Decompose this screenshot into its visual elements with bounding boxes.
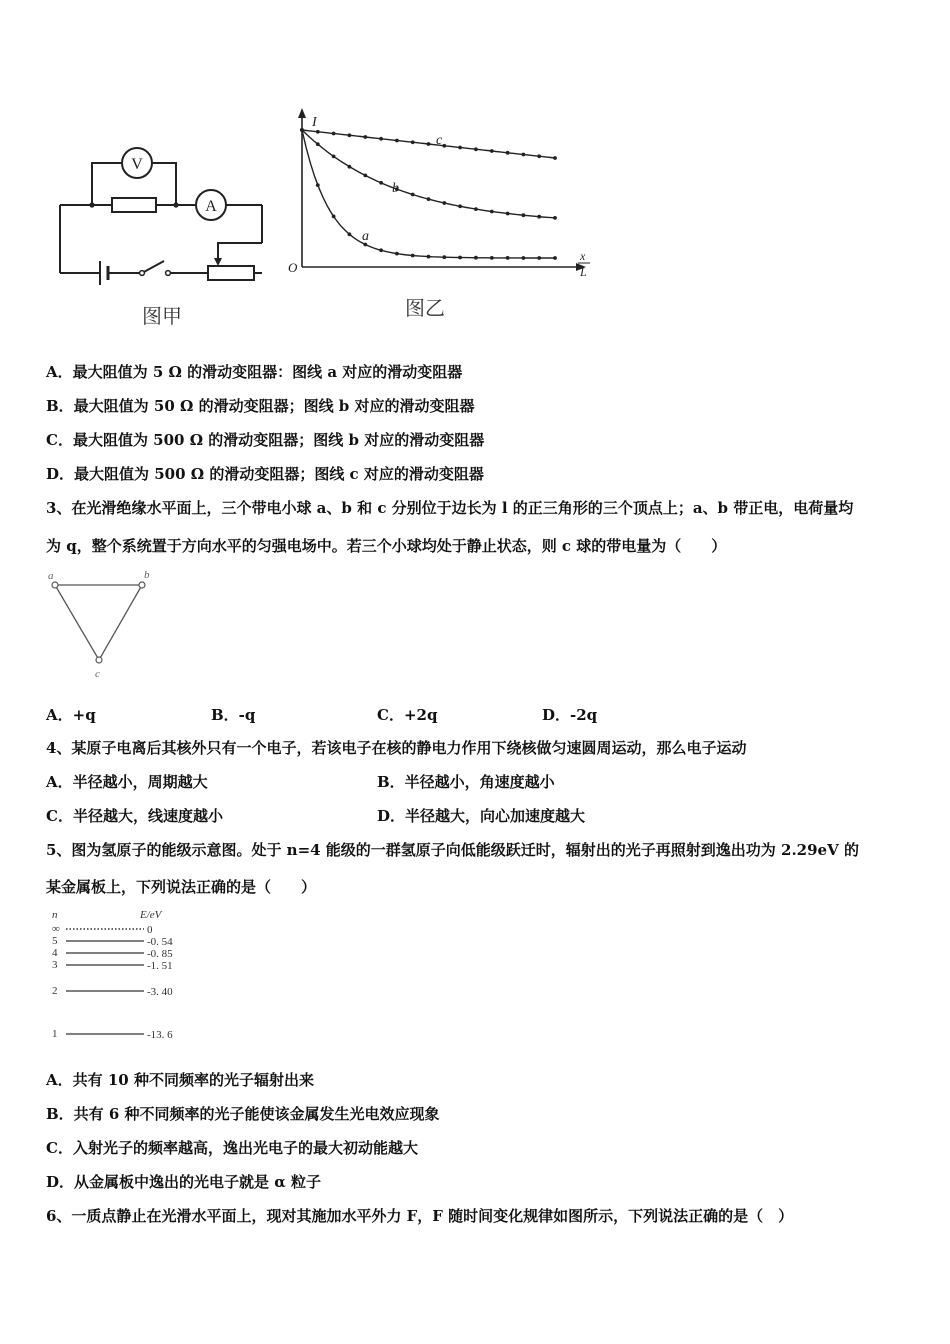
q4-option-a[interactable]: A．半径越小，周期越大 bbox=[46, 773, 208, 791]
fig-jia-caption: 图甲 bbox=[142, 304, 182, 328]
level-3-energy: -1. 51 bbox=[147, 960, 173, 972]
curve-a-label: a bbox=[362, 229, 369, 244]
triangle-diagram bbox=[40, 565, 170, 685]
curve-b-point bbox=[490, 210, 494, 214]
curve-c-point bbox=[348, 133, 352, 137]
q5-option-b[interactable]: B．共有 6 种不同频率的光子能使该金属发生光电效应现象 bbox=[46, 1105, 440, 1123]
curve-c-point bbox=[411, 140, 415, 144]
level-3-n: 3 bbox=[52, 959, 58, 971]
curve-a-point bbox=[300, 128, 304, 132]
curve-c-point bbox=[553, 156, 557, 160]
q4-option-d[interactable]: D．半径越大，向心加速度越大 bbox=[377, 807, 586, 825]
fig-yi-caption: 图乙 bbox=[405, 296, 445, 320]
energy-level-diagram bbox=[44, 905, 214, 1045]
q4-option-c[interactable]: C．半径越大，线速度越小 bbox=[46, 807, 223, 825]
x-axis-label-numerator: x bbox=[580, 249, 586, 263]
current-position-graph bbox=[280, 100, 610, 290]
curve-b-point bbox=[458, 204, 462, 208]
curve-c-point bbox=[490, 149, 494, 153]
curve-b-point bbox=[537, 215, 541, 219]
curve-c-point bbox=[537, 154, 541, 158]
curve-c-point bbox=[458, 146, 462, 150]
curve-a-point bbox=[332, 215, 336, 219]
curve-b-point bbox=[522, 213, 526, 217]
level-5-energy: -0. 54 bbox=[147, 936, 173, 948]
curve-c-point bbox=[474, 147, 478, 151]
curve-a-point bbox=[506, 256, 510, 260]
curve-b-label: b bbox=[392, 181, 399, 196]
level-1-n: 1 bbox=[52, 1028, 58, 1040]
q2-option-b[interactable]: B．最大阻值为 50 Ω 的滑动变阻器；图线 b 对应的滑动变阻器 bbox=[46, 397, 475, 415]
voltmeter-label: V bbox=[131, 156, 143, 173]
q6-stem: 6、一质点静止在光滑水平面上，现对其施加水平外力 F，F 随时间变化规律如图所示，下列说法正确的是（ ） bbox=[46, 1207, 794, 1225]
curve-c-point bbox=[442, 144, 446, 148]
q5-stem-line1: 5、图为氢原子的能级示意图。处于 n=4 能级的一群氢原子向低能级跃迁时，辐射出的光子再照射到逸出功为 2.29eV 的 bbox=[46, 841, 859, 859]
curve-a-point bbox=[458, 256, 462, 260]
curve-b-point bbox=[474, 207, 478, 211]
level-inf-energy: 0 bbox=[147, 924, 153, 936]
q4-stem: 4、某原子电离后其核外只有一个电子，若该电子在核的静电力作用下绕核做匀速圆周运动，那么电子运动 bbox=[46, 739, 747, 757]
curve-a-point bbox=[348, 232, 352, 236]
n-header: n bbox=[52, 909, 58, 921]
energy-header: E/eV bbox=[140, 909, 162, 921]
level-2-n: 2 bbox=[52, 985, 58, 997]
q2-option-c[interactable]: C．最大阻值为 500 Ω 的滑动变阻器；图线 b 对应的滑动变阻器 bbox=[46, 431, 485, 449]
curve-a-point bbox=[474, 256, 478, 260]
ammeter-label: A bbox=[205, 198, 217, 215]
q5-stem-line2: 某金属板上，下列说法正确的是（ ） bbox=[46, 878, 317, 896]
level-2-energy: -3. 40 bbox=[147, 986, 173, 998]
level-4-n: 4 bbox=[52, 947, 58, 959]
curve-a-point bbox=[427, 255, 431, 259]
curve-b-point bbox=[427, 197, 431, 201]
vertex-c-label: c bbox=[95, 668, 100, 680]
curve-a-point bbox=[537, 256, 541, 260]
vertex-b-label: b bbox=[144, 569, 150, 581]
curve-b-point bbox=[316, 142, 320, 146]
curve-a-point bbox=[522, 256, 526, 260]
q5-option-a[interactable]: A．共有 10 种不同频率的光子辐射出来 bbox=[46, 1071, 314, 1089]
curve-c-point bbox=[316, 130, 320, 134]
curve-a bbox=[302, 130, 555, 258]
q3-option-d[interactable]: D．-2q bbox=[542, 706, 598, 724]
vertex-a-label: a bbox=[48, 570, 54, 582]
curve-c-label: c bbox=[436, 133, 443, 148]
curve-c-point bbox=[506, 151, 510, 155]
curve-b-point bbox=[411, 193, 415, 197]
curve-b-point bbox=[442, 201, 446, 205]
origin-label: O bbox=[288, 260, 298, 275]
curve-b-point bbox=[332, 155, 336, 159]
curve-a-point bbox=[395, 252, 399, 256]
curve-b-point bbox=[348, 165, 352, 169]
q3-stem-line2: 为 q，整个系统置于方向水平的匀强电场中。若三个小球均处于静止状态，则 c 球的带电量为（ ） bbox=[46, 537, 727, 555]
curve-b-point bbox=[363, 174, 367, 178]
curve-a-point bbox=[553, 256, 557, 260]
curve-c-point bbox=[379, 137, 383, 141]
curve-c-point bbox=[522, 153, 526, 157]
curve-c-point bbox=[363, 135, 367, 139]
level-5-n: 5 bbox=[52, 935, 58, 947]
curve-a-point bbox=[411, 254, 415, 258]
q3-option-c[interactable]: C．+2q bbox=[377, 706, 438, 724]
curve-a-point bbox=[442, 255, 446, 259]
q3-stem-line1: 3、在光滑绝缘水平面上，三个带电小球 a、b 和 c 分别位于边长为 l 的正三角形的三个顶点上；a、b 带正电，电荷量均 bbox=[46, 499, 854, 517]
q2-option-d[interactable]: D．最大阻值为 500 Ω 的滑动变阻器；图线 c 对应的滑动变阻器 bbox=[46, 465, 484, 483]
curve-b-point bbox=[506, 212, 510, 216]
curve-b-point bbox=[553, 216, 557, 220]
curve-a-point bbox=[316, 183, 320, 187]
level-inf-n: ∞ bbox=[52, 923, 60, 935]
level-4-energy: -0. 85 bbox=[147, 948, 173, 960]
x-axis-label-denominator: L bbox=[580, 265, 587, 279]
curve-c-point bbox=[332, 132, 336, 136]
curve-b-point bbox=[379, 181, 383, 185]
curve-a-point bbox=[379, 248, 383, 252]
level-1-energy: -13. 6 bbox=[147, 1029, 173, 1041]
curve-a-point bbox=[490, 256, 494, 260]
q5-option-c[interactable]: C．入射光子的频率越高，逸出光电子的最大初动能越大 bbox=[46, 1139, 418, 1157]
q3-option-b[interactable]: B．-q bbox=[211, 706, 256, 724]
y-axis-label: I bbox=[312, 115, 317, 130]
q4-option-b[interactable]: B．半径越小，角速度越小 bbox=[377, 773, 555, 791]
q3-option-a[interactable]: A．+q bbox=[46, 706, 96, 724]
q2-option-a[interactable]: A．最大阻值为 5 Ω 的滑动变阻器：图线 a 对应的滑动变阻器 bbox=[46, 363, 463, 381]
q5-option-d[interactable]: D．从金属板中逸出的光电子就是 α 粒子 bbox=[46, 1173, 321, 1191]
curve-c-point bbox=[427, 142, 431, 146]
curve-c-point bbox=[395, 139, 399, 143]
